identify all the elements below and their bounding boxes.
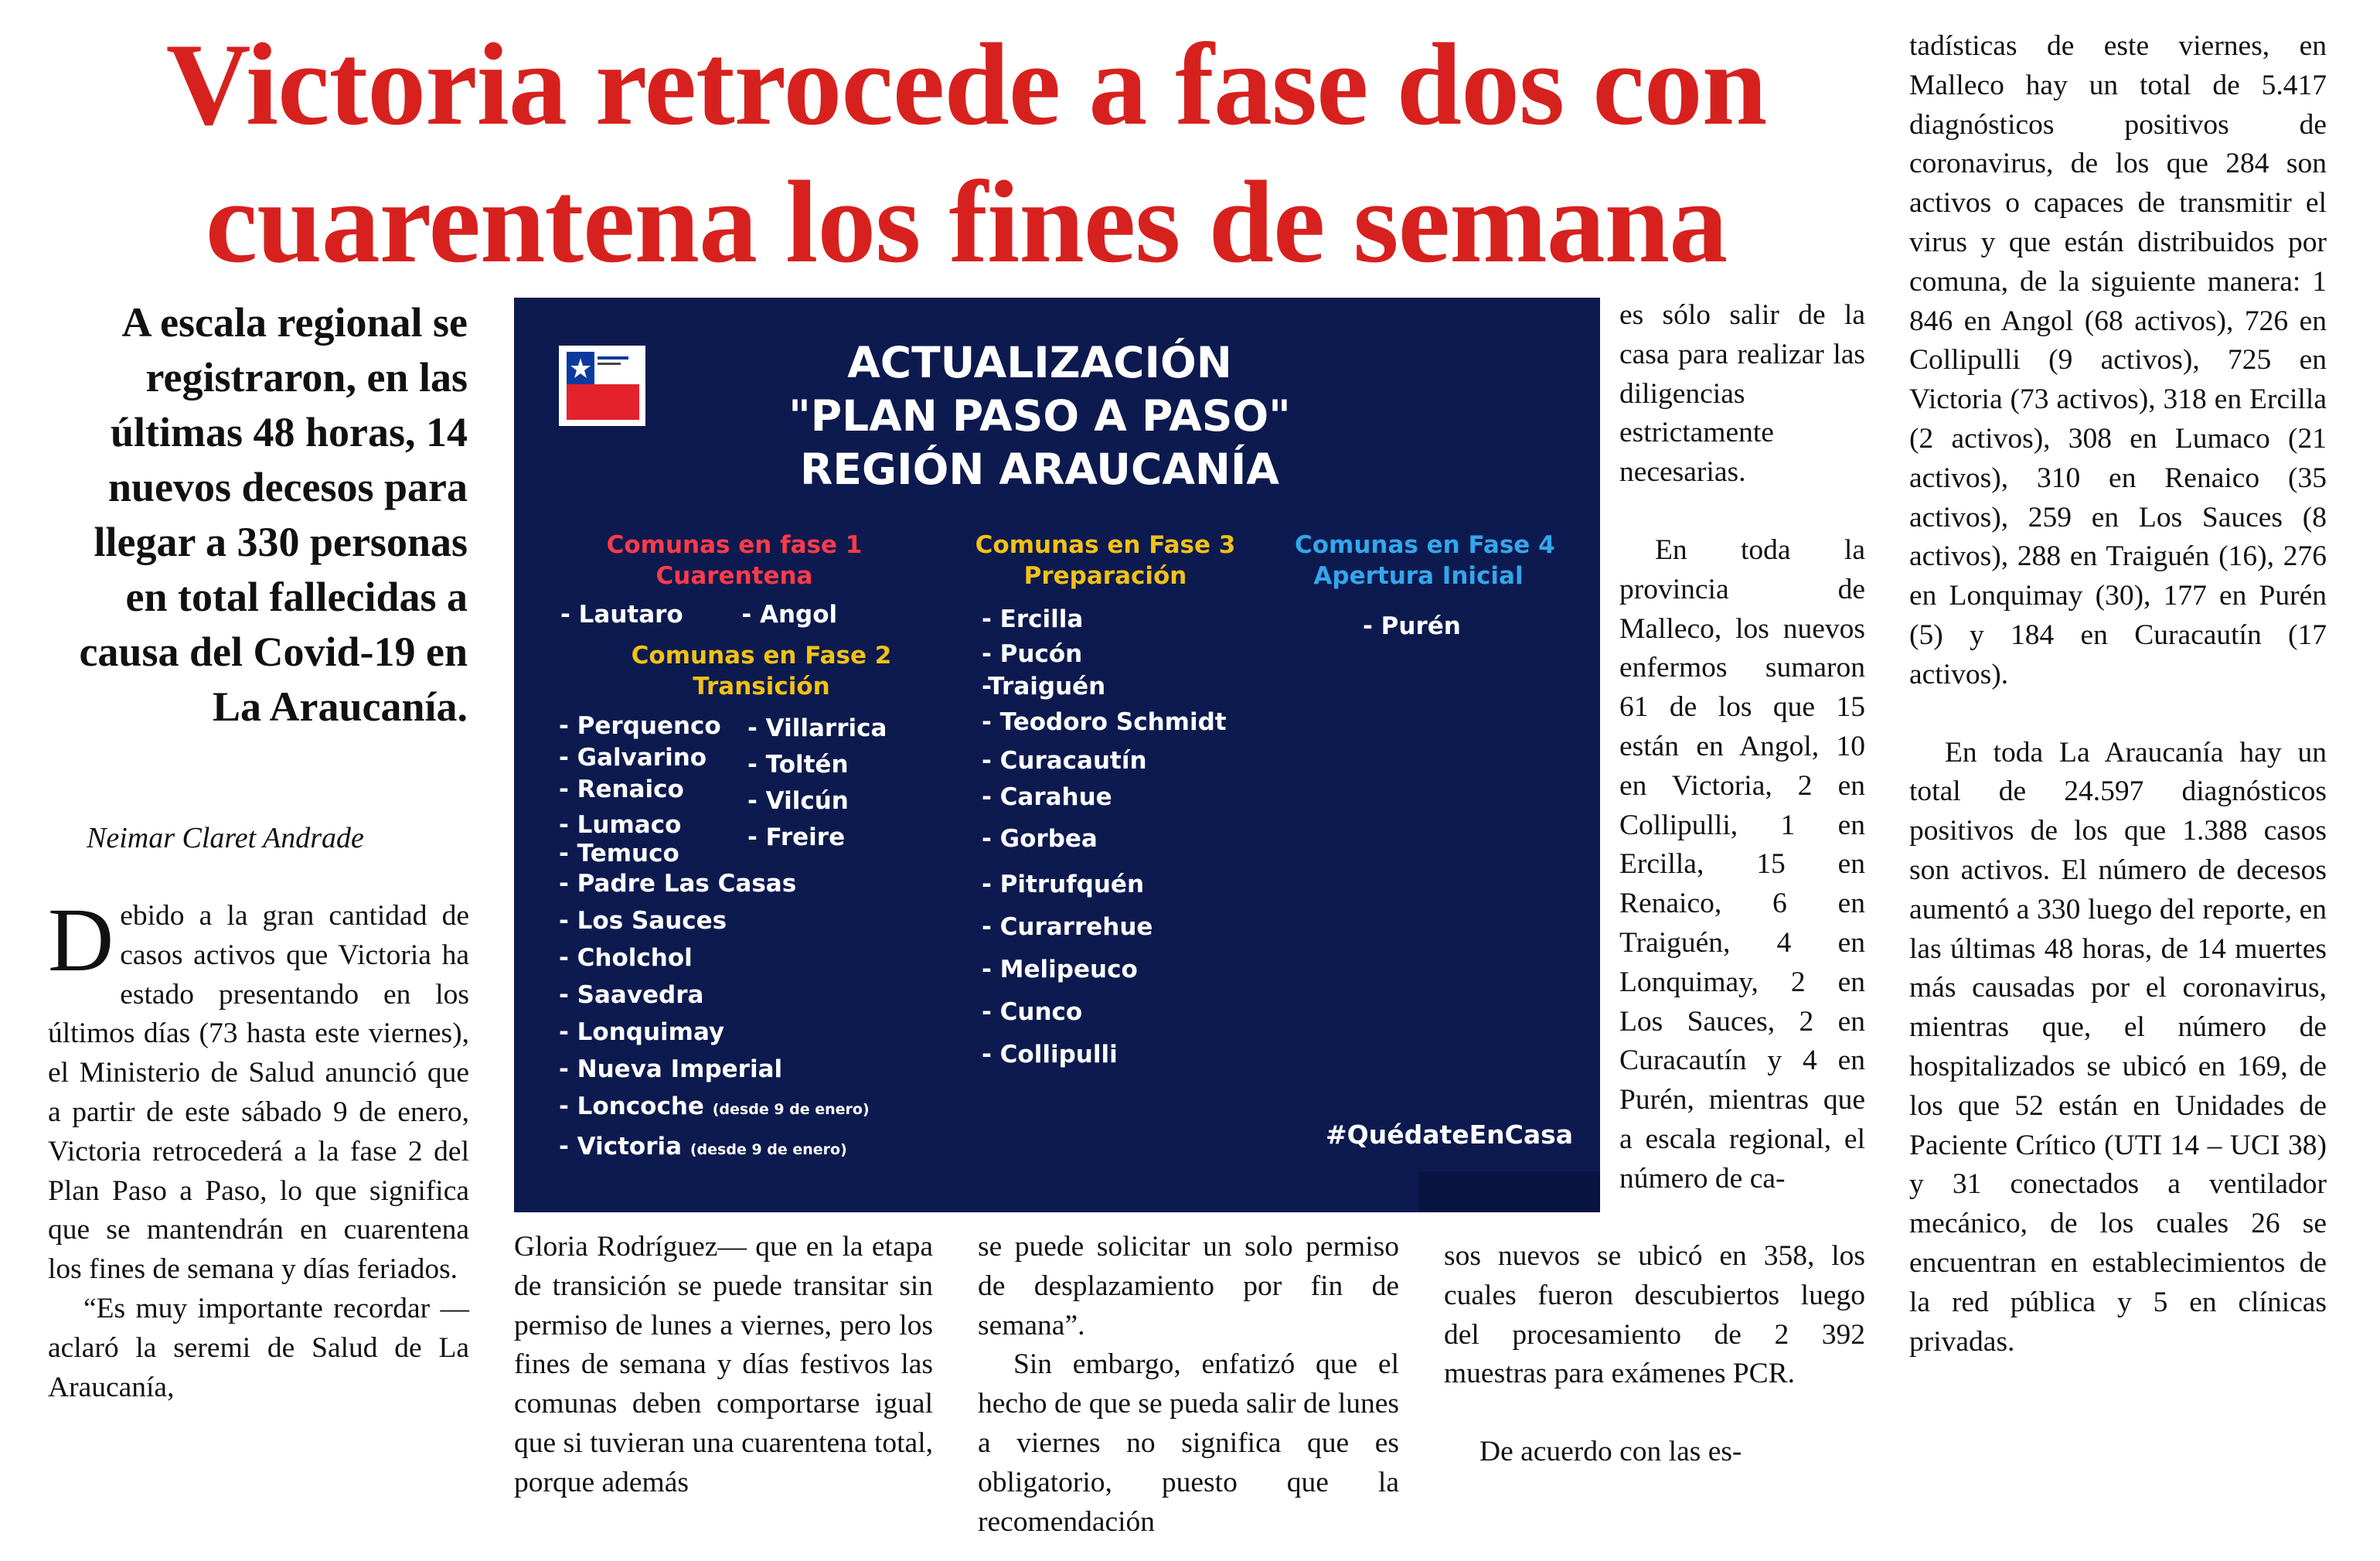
hashtag: #QuédateEnCasa (1326, 1120, 1574, 1150)
commune-item: - Toltén (747, 751, 849, 779)
paragraph: sos nuevos se ubicó en 358, los cuales fueron descubiertos luego del procesamiento de 2 392 muestras para exámenes PCR. (1444, 1240, 1865, 1390)
flag-logo-icon (559, 346, 645, 426)
heading-line: Cuarentena (655, 562, 813, 590)
commune-item: - Teodoro Schmidt (982, 708, 1227, 736)
paragraph: “Es muy importante recordar —aclaró la seremi de Salud de La Araucanía, (48, 1292, 469, 1403)
paragraph-text: ebido a la gran cantidad de casos activos que Victoria ha estado presentando en los últimos días (73 hasta este viernes), el Ministerio de Salud anunció que a partir de este sábado 9 de enero, Victoria retrocederá a la fase 2 del Plan Paso a Paso, lo que significa que se mantendrán en cuarentena los fines de semana y días feriados. (48, 900, 469, 1286)
fase-4-heading (1295, 530, 1555, 591)
deck-summary: A escala regional se registraron, en las últimas 48 horas, 14 nuevos decesos para llegar a 330 personas en total fallecidas a causa del Covid-19 en La Araucanía. (79, 299, 468, 730)
commune-item: - Collipulli (982, 1041, 1118, 1069)
commune-item: - Lumaco (559, 811, 682, 839)
paragraph (48, 889, 469, 1290)
headline-line-2: cuarentena los fines de semana (205, 157, 1728, 287)
commune-item: - Pucón (982, 640, 1083, 668)
commune-item: - Vilcún (747, 787, 849, 815)
byline: Neimar Claret Andrade (87, 822, 364, 854)
heading-line: Preparación (1023, 562, 1187, 590)
fase-1-list (560, 599, 837, 631)
infographic-title (653, 336, 1426, 496)
body-column-4-top (1619, 296, 1865, 1199)
commune-item: - Villarrica (747, 714, 887, 742)
body-column-4-bottom (1444, 1237, 1865, 1472)
paragraph: Sin embargo, enfatizó que el hecho de que se pueda salir de lunes a viernes no significa que es obligatorio, puesto que la recomendación (978, 1348, 1399, 1538)
commune-item: - Lonquimay (559, 1018, 725, 1046)
body-column-3 (978, 1228, 1399, 1542)
plan-paso-a-paso-infographic (514, 298, 1600, 1212)
commune-item: - Lautaro (560, 601, 683, 629)
fase-2-list-right (747, 711, 887, 856)
title-line: "PLAN PASO A PASO" (788, 391, 1291, 441)
fase-3-list (982, 602, 1227, 1076)
commune-item: - Curacautín (982, 747, 1147, 775)
commune-item: - Ercilla (982, 605, 1084, 633)
drop-cap: D (48, 889, 114, 990)
commune-item (559, 1131, 870, 1166)
commune-name: - Victoria (559, 1133, 683, 1161)
fase-4-list (1363, 611, 1461, 642)
commune-item: - Curarrehue (982, 913, 1153, 941)
gobierno-de-chile-logo (559, 346, 645, 426)
commune-item: - Temuco (559, 840, 679, 867)
heading-line: Comunas en Fase 4 (1295, 531, 1555, 559)
fase-1-heading (595, 530, 873, 591)
commune-item: - Nueva Imperial (559, 1055, 783, 1083)
headline-line-1: Victoria retrocede a fase dos con (165, 19, 1767, 149)
body-column-5 (1909, 27, 2327, 1362)
commune-item: - Los Sauces (559, 907, 727, 935)
commune-item: - Melipeuco (982, 956, 1138, 983)
commune-item: - Padre Las Casas (559, 870, 797, 898)
date-note: (desde 9 de enero) (689, 1141, 847, 1158)
fase-2-heading (607, 640, 916, 702)
commune-item: - Galvarino (559, 744, 707, 772)
heading-line: Comunas en Fase 2 (631, 642, 892, 670)
commune-item: - Saavedra (559, 981, 704, 1009)
paragraph: se puede solicitar un solo permiso de desplazamiento por fin de semana”. (978, 1231, 1399, 1341)
commune-name: - Loncoche (559, 1092, 704, 1120)
commune-item: - Freire (747, 823, 846, 851)
commune-item: - Renaico (559, 775, 684, 803)
date-note: (desde 9 de enero) (712, 1101, 870, 1118)
heading-line: Transición (693, 673, 830, 700)
paragraph: En toda La Araucanía hay un total de 24.597 diagnósticos positivos de los que 1.388 casos son activos. El número de decesos aumentó a 330 luego del reporte, en las últimas 48 horas, de 14 muertes más causadas por el coronavirus, mientras que, el número de hospitalizados se ubicó en 169, de los que 52 están en Unidades de Paciente Crítico (UTI 14 – UCI 38) y 31 conectados a ventilador mecánico, de los cuales 26 se encuentran en establecimientos de la red pública y 5 en clínicas privadas. (1909, 736, 2327, 1358)
title-line: ACTUALIZACIÓN (847, 338, 1232, 387)
commune-item: - Purén (1363, 612, 1461, 640)
heading-line: Comunas en fase 1 (606, 531, 863, 559)
commune-item (559, 1091, 870, 1126)
heading-line: Comunas en Fase 3 (975, 531, 1236, 559)
commune-item: - Cunco (982, 998, 1083, 1026)
title-line: REGIÓN ARAUCANÍA (800, 445, 1279, 494)
body-column-2 (514, 1228, 933, 1503)
paragraph: es sólo salir de la casa para realizar las diligencias estrictamente necesarias. (1619, 299, 1865, 489)
commune-item: - Carahue (982, 783, 1112, 811)
commune-item: - Perquenco (559, 712, 721, 740)
paragraph: Gloria Rodríguez— que en la etapa de transición se puede transitar sin permiso de lunes a viernes, pero los fines de semana y días festivos las comunas deben comportarse igual que si tuvieran una cuarentena total, porque además (514, 1231, 933, 1498)
headline (46, 15, 1886, 291)
fase-3-heading (947, 530, 1264, 591)
commune-item: - Pitrufquén (982, 871, 1145, 898)
commune-item: - Angol (741, 601, 838, 629)
paragraph: De acuerdo con las es- (1479, 1436, 1742, 1468)
commune-item: -Traiguén (982, 673, 1106, 700)
heading-line: Apertura Inicial (1313, 562, 1524, 590)
paragraph: En toda la provincia de Malleco, los nuevos enfermos sumaron 61 de los que 15 están en Angol, 10 en Victoria, 2 en Collipulli, 1 en Ercilla, 15 en Renaico, 6 en Traiguén, 4 en Lonquimay, 2 en Los Sauces, 2 en Curacautín y 4 en Purén, mientras que a escala regional, el número de ca- (1619, 533, 1865, 1195)
body-column-1 (48, 889, 469, 1407)
commune-item: - Cholchol (559, 944, 693, 972)
paragraph: tadísticas de este viernes, en Malleco hay un total de 5.417 diagnósticos positivos de coronavirus, de los que 284 son activos o capaces de transmitir el virus y que están distribuidos por comuna, de la siguiente manera: 1 846 en Angol (68 activos), 726 en Collipulli (9 activos), 725 en Victoria (73 activos), 318 en Ercilla (2 activos), 308 en Lumaco (21 activos), 310 en Renaico (35 activos), 259 en Los Sauces (8 activos), 288 en Traiguén (16), 276 en Lonquimay (30), 177 en Purén (5) y 184 en Curacautín (17 activos). (1909, 30, 2327, 690)
commune-item: - Gorbea (982, 825, 1098, 853)
